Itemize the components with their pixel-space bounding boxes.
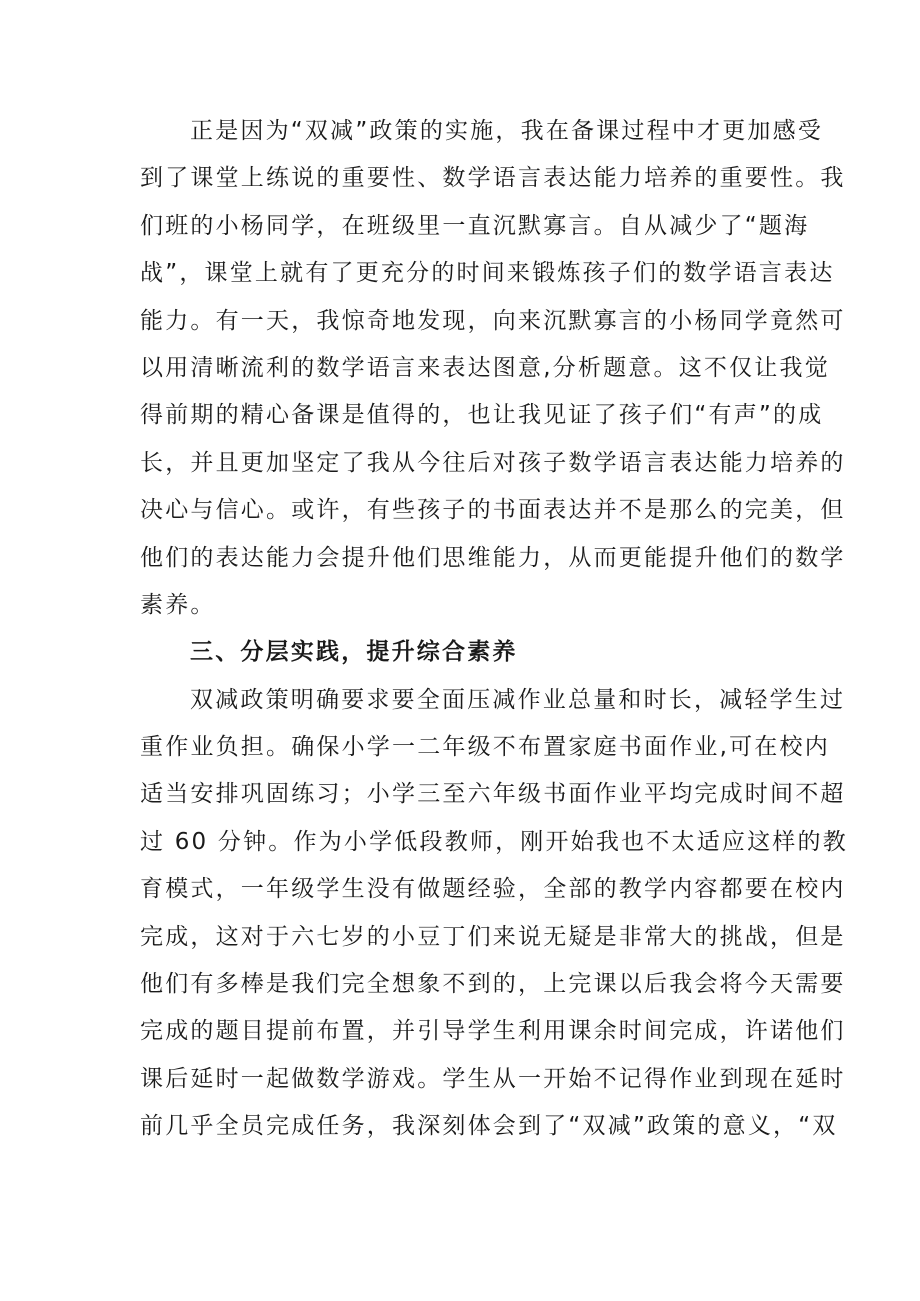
document-body [140, 108, 848, 1151]
text-line: 们班的小杨同学，在班级里一直沉默寡言。自从减少了“题海 [140, 212, 810, 239]
text-line: 战”，课堂上就有了更充分的时间来锻炼孩子们的数学语言表达 [140, 260, 835, 287]
text-line: 到了课堂上练说的重要性、数学语言表达能力培养的重要性。我 [140, 165, 846, 192]
text-line: 他们有多棒是我们完全想象不到的，上完课以后我会将今天需要 [140, 971, 846, 998]
text-line: 完成，这对于六七岁的小豆丁们来说无疑是非常大的挑战，但是 [140, 923, 846, 950]
text-line: 长，并且更加坚定了我从今往后对孩子数学语言表达能力培养的 [140, 449, 846, 476]
text-line: 适当安排巩固练习；小学三至六年级书面作业平均完成时间不超 [140, 781, 846, 808]
text-line: 课后延时一起做数学游戏。学生从一开始不记得作业到现在延时 [140, 1065, 846, 1092]
text-line: 完成的题目提前布置，并引导学生利用课余时间完成，许诺他们 [140, 1018, 846, 1045]
text-line: 决心与信心。或许，有些孩子的书面表达并不是那么的完美，但 [140, 497, 846, 524]
text-line: 育模式，一年级学生没有做题经验，全部的教学内容都要在校内 [140, 876, 846, 903]
text-line: 以用清晰流利的数学语言来表达图意,分析题意。这不仅让我觉 [140, 354, 830, 381]
text-line: 正是因为“双减”政策的实施，我在备课过程中才更加感受 [190, 118, 824, 144]
text-line: 前几乎全员完成任务，我深刻体会到了“双减”政策的意义，“双 [140, 1113, 838, 1140]
text-line: 重作业负担。确保小学一二年级不布置家庭书面作业,可在校内 [140, 734, 830, 761]
text-line: 素养。 [140, 591, 216, 618]
paragraph-2 [140, 677, 848, 1151]
text-line: 双减政策明确要求要全面压减作业总量和时长，减轻学生过 [190, 686, 846, 713]
paragraph-1 [140, 108, 846, 629]
text-line: 能力。有一天，我惊奇地发现，向来沉默寡言的小杨同学竟然可 [140, 307, 846, 334]
text-line: 过 60 分钟。作为小学低段教师，刚开始我也不太适应这样的教 [140, 828, 848, 855]
text-line: 他们的表达能力会提升他们思维能力，从而更能提升他们的数学 [140, 544, 846, 571]
text-line: 得前期的精心备课是值得的，也让我见证了孩子们“有声”的成 [140, 402, 824, 429]
section-heading: 三、分层实践，提升综合素养 [190, 639, 518, 666]
